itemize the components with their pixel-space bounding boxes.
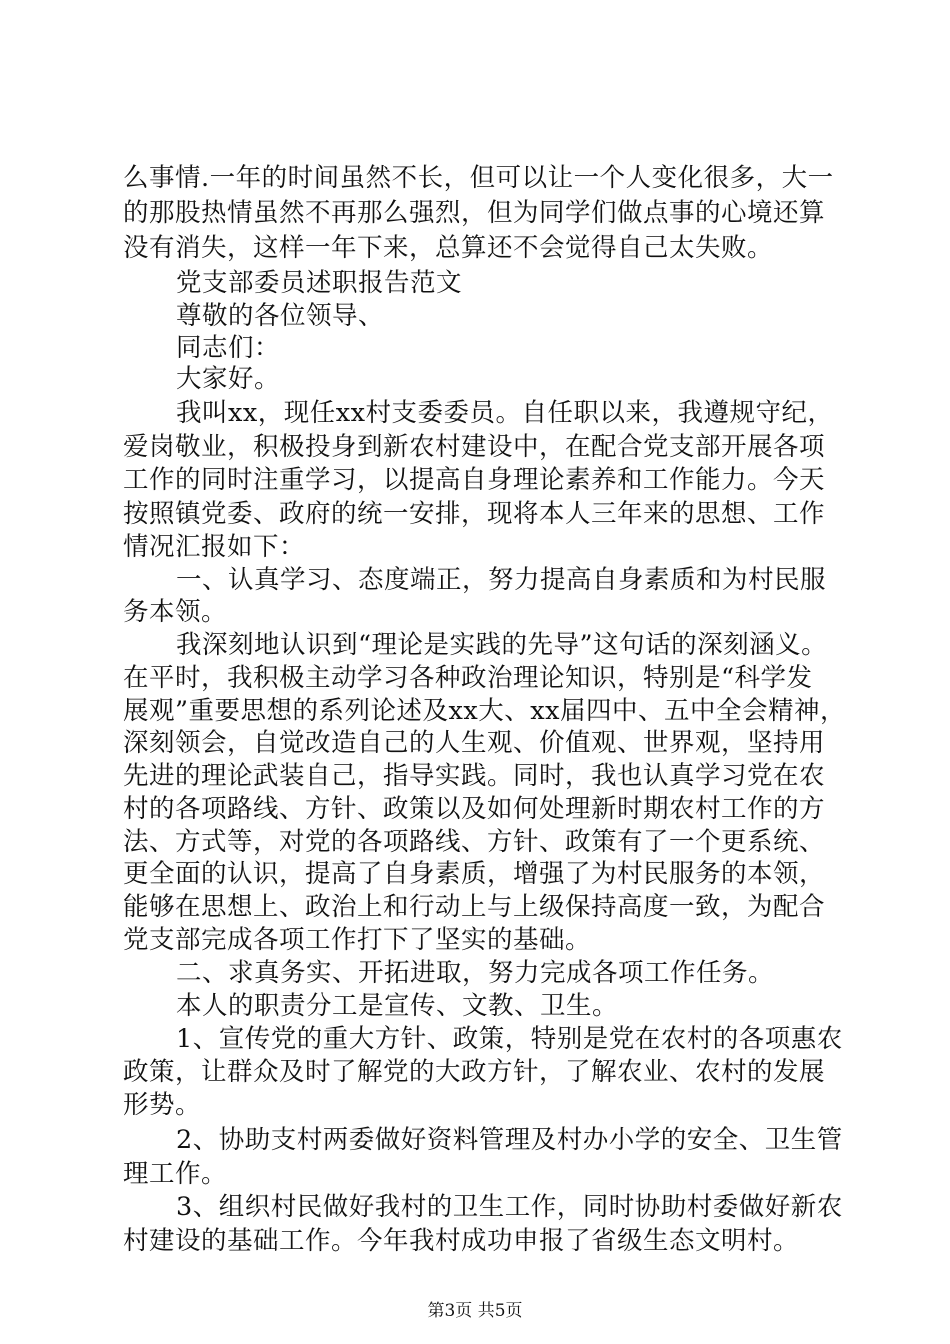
text-line: 的那股热情虽然不再那么强烈，但为同学们做点事的心境还算 xyxy=(123,198,826,228)
section-heading: 一、认真学习、态度端正，努力提高自身素质和为村民服 xyxy=(176,565,827,595)
text-line: 先进的理论武装自己，指导实践。同时，我也认真学习党在农 xyxy=(123,761,826,791)
text-line: 么事情.一年的时间虽然不长，但可以让一个人变化很多，大一 xyxy=(123,163,834,193)
section-heading: 党支部委员述职报告范文 xyxy=(176,268,463,298)
text-line: 理工作。 xyxy=(123,1159,228,1189)
text-line: 工作的同时注重学习，以提高自身理论素养和工作能力。今天 xyxy=(123,465,826,495)
text-line: 情况汇报如下： xyxy=(123,532,306,562)
text-line: 按照镇党委、政府的统一安排，现将本人三年来的思想、工作 xyxy=(123,499,826,529)
text-line: 深刻领会，自觉改造自己的人生观、价值观、世界观，坚持用 xyxy=(123,728,826,758)
text-line: 本人的职责分工是宣传、文教、卫生。 xyxy=(176,991,619,1021)
greeting: 大家好。 xyxy=(176,364,281,394)
text-line: 没有消失，这样一年下来，总算还不会觉得自己太失败。 xyxy=(123,233,774,263)
section-heading: 二、求真务实、开拓进取，努力完成各项工作任务。 xyxy=(176,958,775,988)
salutation: 同志们： xyxy=(176,333,281,363)
text-line: 在平时，我积极主动学习各种政治理论知识，特别是“科学发 xyxy=(123,663,813,693)
text-line: 务本领。 xyxy=(123,597,228,627)
list-item: 2、协助支村两委做好资料管理及村办小学的安全、卫生管 xyxy=(176,1125,843,1155)
text-line: 我叫xx，现任xx村支委委员。自任职以来，我遵规守纪， xyxy=(176,398,834,428)
text-line: 爱岗敬业，积极投身到新农村建设中，在配合党支部开展各项 xyxy=(123,432,826,462)
text-line: 我深刻地认识到“理论是实践的先导”这句话的深刻涵义。 xyxy=(176,630,828,660)
text-line: 法、方式等，对党的各项路线、方针、政策有了一个更系统、 xyxy=(123,827,826,857)
page-number-footer: 第3页 共5页 xyxy=(427,1301,523,1321)
text-line: 村的各项路线、方针、政策以及如何处理新时期农村工作的方 xyxy=(123,794,826,824)
list-item: 1、宣传党的重大方针、政策，特别是党在农村的各项惠农 xyxy=(176,1024,843,1054)
salutation: 尊敬的各位领导、 xyxy=(176,301,385,331)
text-line: 能够在思想上、政治上和行动上与上级保持高度一致，为配合 xyxy=(123,892,826,922)
text-line: 村建设的基础工作。今年我村成功申报了省级生态文明村。 xyxy=(123,1226,800,1256)
text-line: 党支部完成各项工作打下了坚实的基础。 xyxy=(123,925,592,955)
text-line: 展观”重要思想的系列论述及xx大、xx届四中、五中全会精神， xyxy=(123,696,847,726)
text-line: 形势。 xyxy=(123,1090,202,1120)
list-item: 3、组织村民做好我村的卫生工作，同时协助村委做好新农 xyxy=(176,1192,843,1222)
text-line: 更全面的认识，提高了自身素质，增强了为村民服务的本领， xyxy=(123,859,826,889)
text-line: 政策，让群众及时了解党的大政方针，了解农业、农村的发展 xyxy=(123,1057,826,1087)
